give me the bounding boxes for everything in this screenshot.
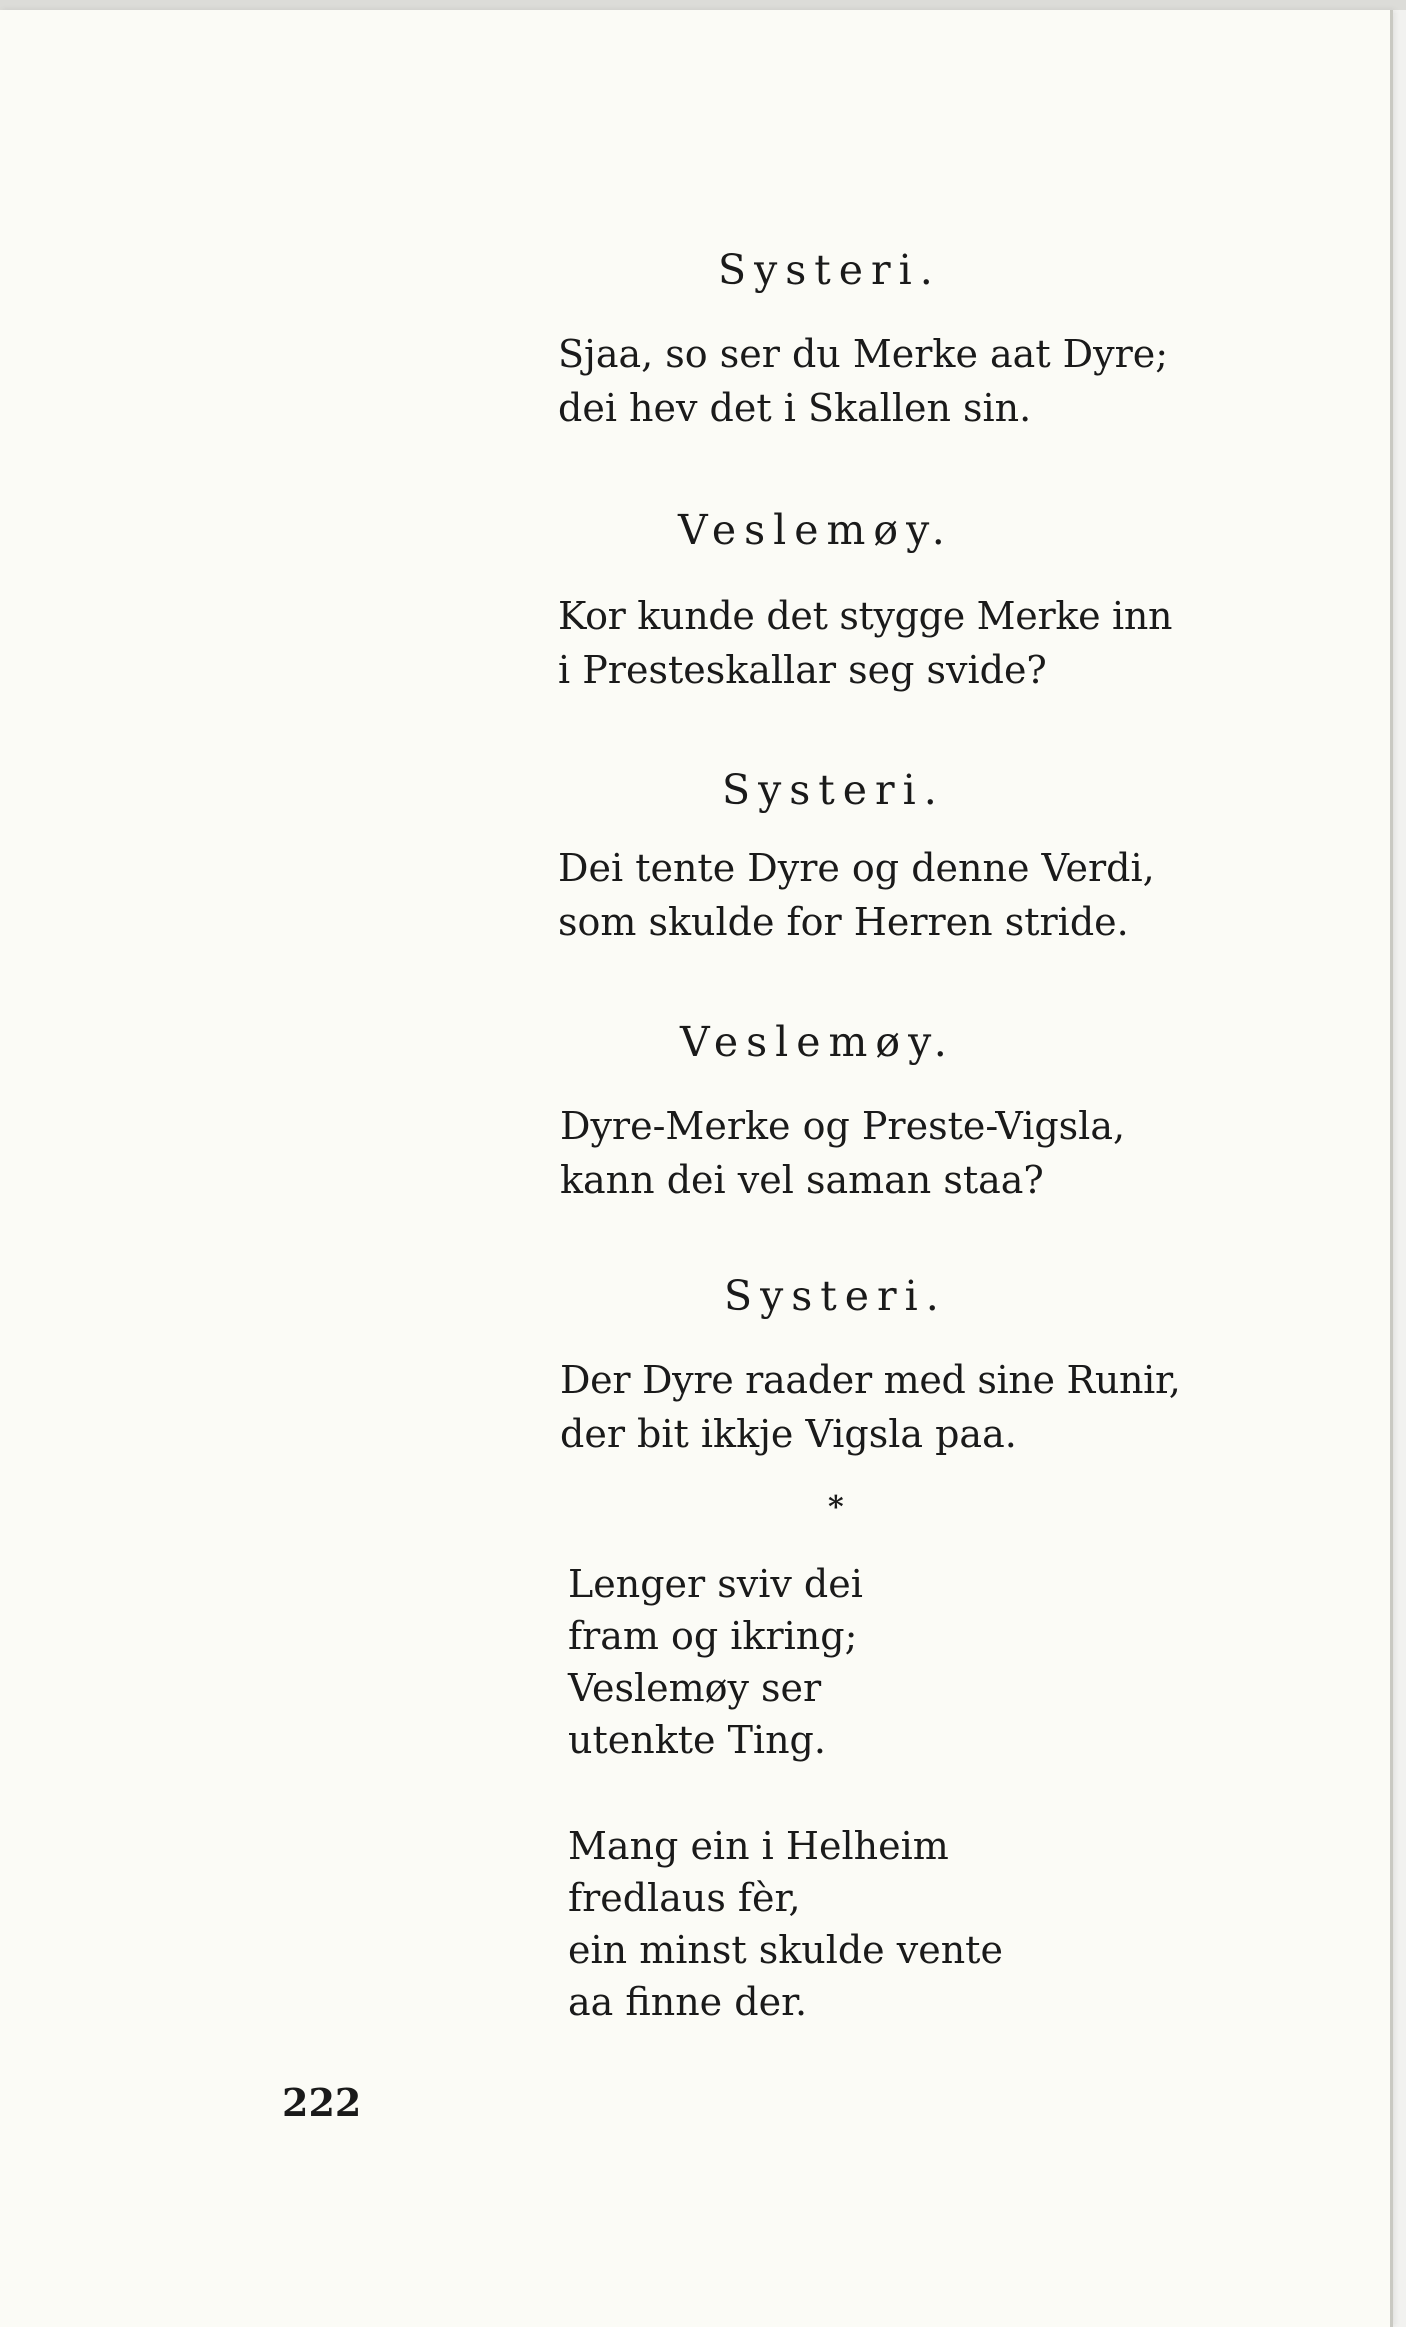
- speaker-heading: Systeri.: [718, 246, 941, 294]
- verse-line: Sjaa, so ser du Merke aat Dyre;: [558, 332, 1169, 376]
- speaker-heading: Systeri.: [722, 766, 945, 814]
- page-number: 222: [282, 2080, 362, 2125]
- book-page: [0, 10, 1393, 2327]
- verse-line: kann dei vel saman staa?: [560, 1158, 1044, 1202]
- verse-line: Der Dyre raader med sine Runir,: [560, 1358, 1181, 1402]
- speaker-heading: Systeri.: [724, 1272, 947, 1320]
- speaker-heading: Veslemøy.: [678, 506, 953, 554]
- verse-line: Lenger sviv dei: [568, 1562, 863, 1606]
- verse-line: som skulde for Herren stride.: [558, 900, 1129, 944]
- verse-line: ein minst skulde vente: [568, 1928, 1003, 1972]
- verse-line: i Presteskallar seg svide?: [558, 648, 1047, 692]
- scan-top-edge: [0, 0, 1406, 10]
- verse-line: aa finne der.: [568, 1980, 808, 2024]
- verse-line: Dyre-Merke og Preste-Vigsla,: [560, 1104, 1126, 1148]
- verse-line: Dei tente Dyre og denne Verdi,: [558, 846, 1155, 890]
- verse-line: der bit ikkje Vigsla paa.: [560, 1412, 1017, 1456]
- verse-line: dei hev det i Skallen sin.: [558, 386, 1032, 430]
- verse-line: Kor kunde det stygge Merke inn: [558, 594, 1173, 638]
- verse-line: Mang ein i Helheim: [568, 1824, 949, 1868]
- section-separator: *: [828, 1490, 844, 1525]
- speaker-heading: Veslemøy.: [680, 1018, 955, 1066]
- verse-line: Veslemøy ser: [568, 1666, 822, 1710]
- verse-line: utenkte Ting.: [568, 1718, 826, 1762]
- verse-line: fredlaus fèr,: [568, 1876, 801, 1920]
- verse-line: fram og ikring;: [568, 1614, 858, 1658]
